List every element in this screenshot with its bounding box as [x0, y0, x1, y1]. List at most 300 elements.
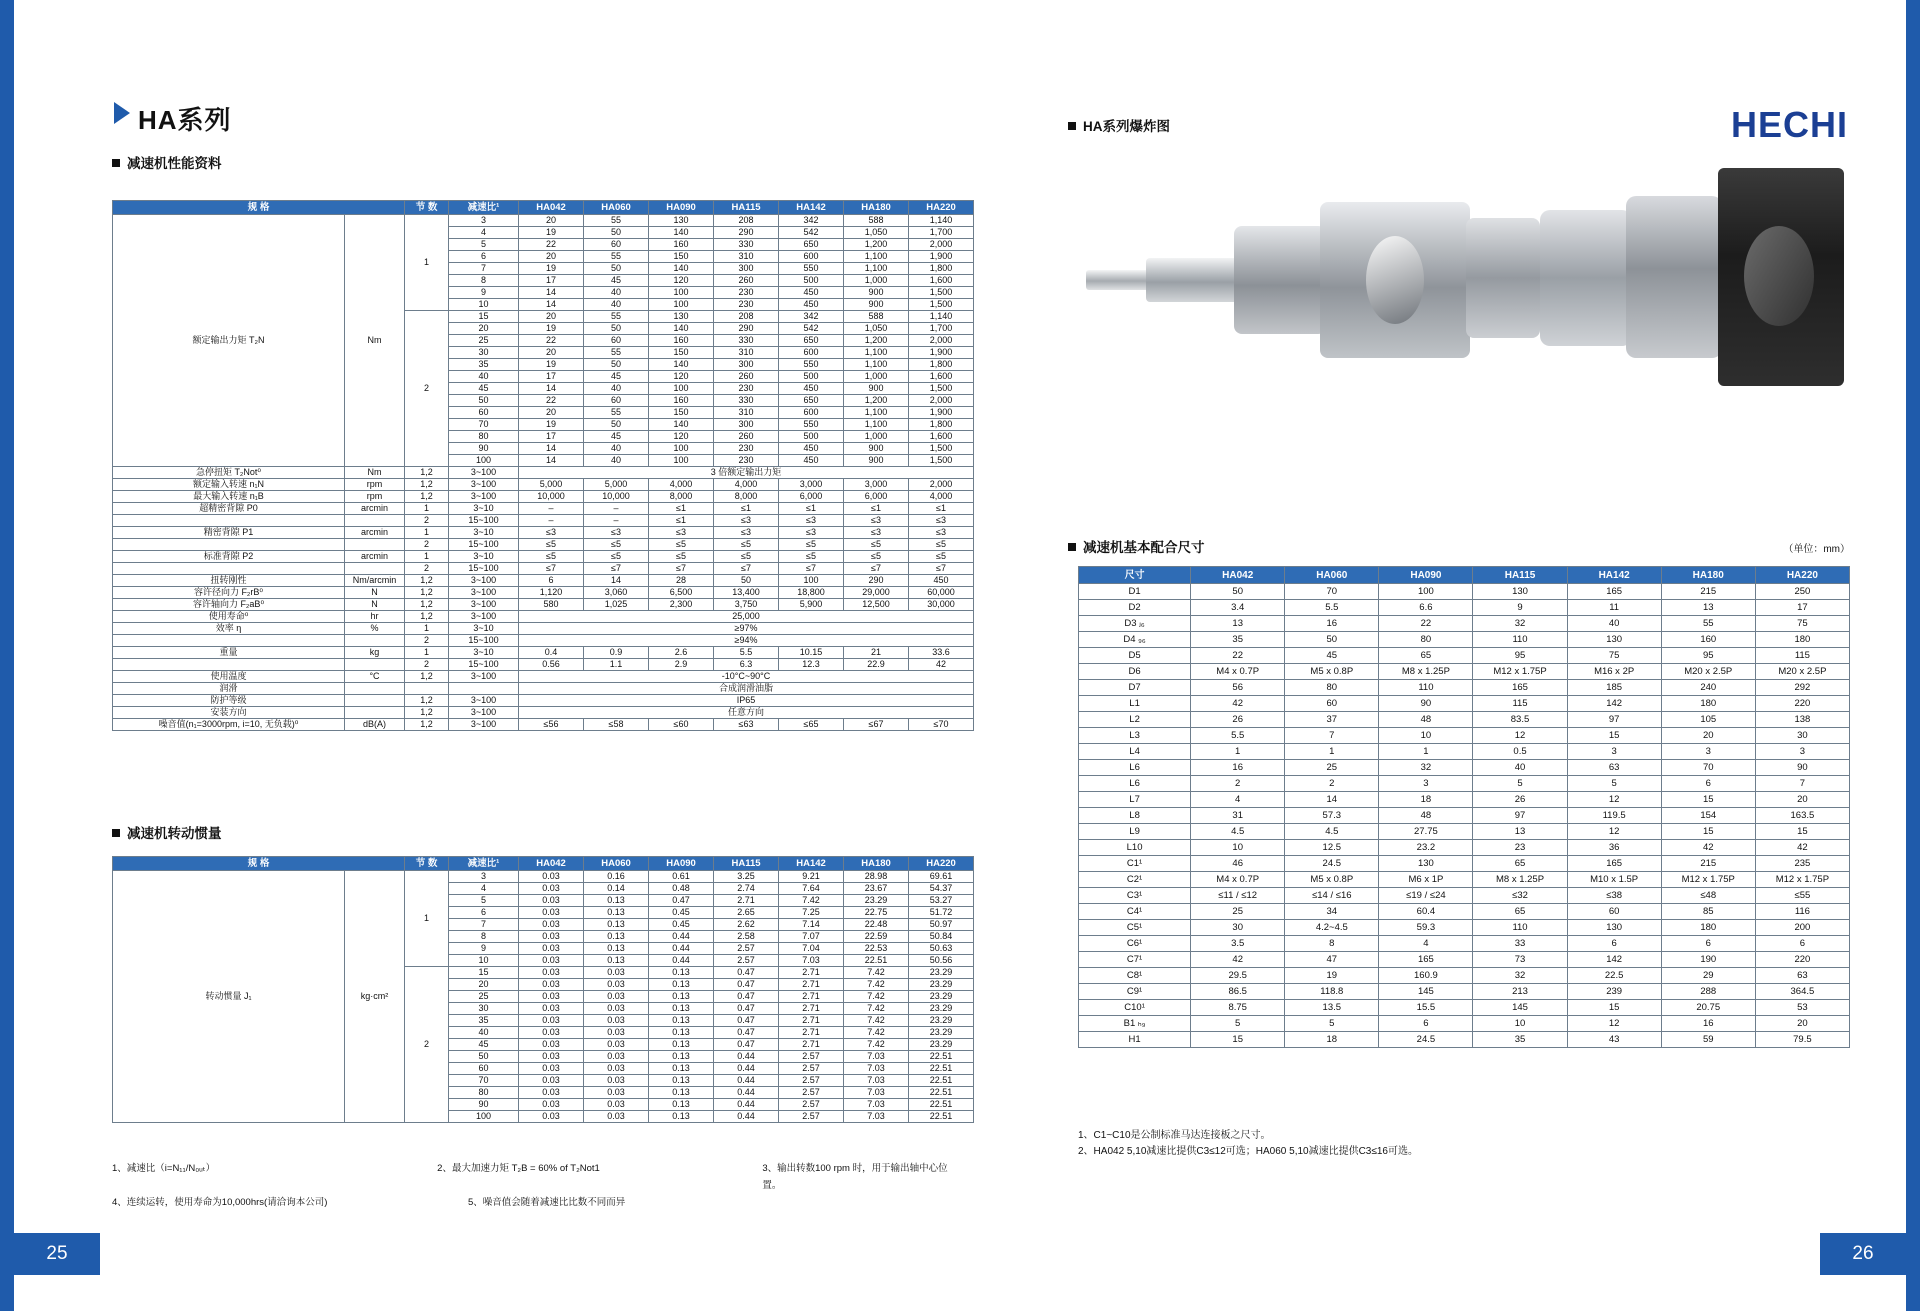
th2-model-0: HA042 [519, 857, 584, 871]
table-row [113, 719, 974, 731]
row-label: 容许径向力 F₂rB⁰ [113, 587, 345, 599]
th-model-1: HA060 [584, 201, 649, 215]
value-cell: 23.29 [909, 1027, 974, 1039]
row-label: 精密背隙 P1 [113, 527, 345, 539]
value-cell: 1,900 [909, 347, 974, 359]
table-row [113, 491, 974, 503]
dim-value-cell: 7 [1755, 776, 1849, 792]
table-row [1079, 744, 1850, 760]
value-cell: 14 [519, 287, 584, 299]
dim-value-cell: 30 [1755, 728, 1849, 744]
dim-key-cell: D2 [1079, 600, 1191, 616]
value-cell: 55 [584, 311, 649, 323]
value-cell: 22.51 [909, 1111, 974, 1123]
dim-value-cell: 70 [1285, 584, 1379, 600]
table-row [1079, 632, 1850, 648]
bullet-square-icon-4 [1068, 543, 1076, 551]
stage-cell: 1,2 [405, 587, 449, 599]
dim-key-cell: L7 [1079, 792, 1191, 808]
dim-key-cell: H1 [1079, 1032, 1191, 1048]
dim-value-cell: 16 [1661, 1016, 1755, 1032]
value-cell: 7.03 [844, 1099, 909, 1111]
value-cell: ≤3 [779, 515, 844, 527]
value-cell: 310 [714, 407, 779, 419]
th-model-5: HA180 [844, 201, 909, 215]
ratio-cell: 3~100 [449, 719, 519, 731]
dim-value-cell: 12 [1567, 824, 1661, 840]
dim-key-cell: C8¹ [1079, 968, 1191, 984]
value-cell: 4,000 [909, 491, 974, 503]
value-cell: ≤5 [649, 551, 714, 563]
dim-value-cell: M20 x 2.5P [1755, 664, 1849, 680]
dim-value-cell: 4 [1191, 792, 1285, 808]
value-cell: 1,800 [909, 359, 974, 371]
dim-key-cell: C7¹ [1079, 952, 1191, 968]
value-cell: 1,600 [909, 371, 974, 383]
ratio-cell: 15 [449, 311, 519, 323]
ratio-cell: 3~100 [449, 671, 519, 683]
dim-value-cell: 50 [1191, 584, 1285, 600]
dim-value-cell: 154 [1661, 808, 1755, 824]
dim-value-cell: 24.5 [1379, 1032, 1473, 1048]
dim-value-cell: 7 [1285, 728, 1379, 744]
value-cell: 6.3 [714, 659, 779, 671]
value-cell: 0.03 [519, 1099, 584, 1111]
table-row [113, 575, 974, 587]
value-cell: 0.03 [519, 931, 584, 943]
value-cell: 22.51 [909, 1051, 974, 1063]
value-cell: 7.04 [779, 943, 844, 955]
value-cell: 290 [844, 575, 909, 587]
dim-value-cell: 12.5 [1285, 840, 1379, 856]
dim-value-cell: 100 [1379, 584, 1473, 600]
value-cell: 19 [519, 263, 584, 275]
dim-value-cell: 165 [1567, 584, 1661, 600]
dim-value-cell: 16 [1285, 616, 1379, 632]
value-cell: 50.97 [909, 919, 974, 931]
dim-value-cell: 36 [1567, 840, 1661, 856]
value-cell: 130 [649, 311, 714, 323]
footnote-3: 3、输出转数100 rpm 时，用于输出轴中心位置。 [762, 1163, 948, 1191]
value-cell: 0.03 [584, 1075, 649, 1087]
dim-value-cell: 200 [1755, 920, 1849, 936]
value-cell: 2.9 [649, 659, 714, 671]
dim-value-cell: 4.5 [1191, 824, 1285, 840]
dim-value-cell: 142 [1567, 952, 1661, 968]
right-edge-bar [1906, 0, 1920, 1311]
ratio-cell: 3~10 [449, 527, 519, 539]
table-row [113, 623, 974, 635]
dim-key-cell: C10¹ [1079, 1000, 1191, 1016]
value-cell: 580 [519, 599, 584, 611]
value-cell: 0.03 [584, 1087, 649, 1099]
value-cell: 450 [779, 443, 844, 455]
page-number-right: 26 [1820, 1233, 1906, 1275]
value-cell: 5,900 [779, 599, 844, 611]
value-cell: 20 [519, 311, 584, 323]
value-cell: 140 [649, 227, 714, 239]
stage-cell: 1,2 [405, 479, 449, 491]
value-cell: 2.71 [779, 1003, 844, 1015]
ratio-cell: 3 [449, 871, 519, 883]
row-label: 使用寿命⁰ [113, 611, 345, 623]
ratio-cell: 80 [449, 431, 519, 443]
value-cell: 150 [649, 347, 714, 359]
value-cell: 0.45 [649, 919, 714, 931]
ratio-cell: 3~10 [449, 551, 519, 563]
value-cell: 23.29 [909, 979, 974, 991]
value-cell: 9.21 [779, 871, 844, 883]
value-cell: ≤56 [519, 719, 584, 731]
ratio-cell: 40 [449, 371, 519, 383]
value-cell: 42 [909, 659, 974, 671]
value-cell: ≤7 [649, 563, 714, 575]
table-row [1079, 824, 1850, 840]
value-cell: 10,000 [584, 491, 649, 503]
ratio-cell: 90 [449, 443, 519, 455]
table-row [1079, 872, 1850, 888]
value-cell: 2.62 [714, 919, 779, 931]
dim-value-cell: 3.5 [1191, 936, 1285, 952]
value-cell: 7.03 [844, 1051, 909, 1063]
ratio-cell: 15~100 [449, 659, 519, 671]
dim-value-cell: 8.75 [1191, 1000, 1285, 1016]
row-label: 噪音值(n₁=3000rpm, i=10, 无负载)⁰ [113, 719, 345, 731]
dim-value-cell: M4 x 0.7P [1191, 872, 1285, 888]
value-cell: 0.13 [649, 1111, 714, 1123]
row-label: 额定输入转速 n₁N [113, 479, 345, 491]
dim-key-cell: C4¹ [1079, 904, 1191, 920]
value-cell: 0.14 [584, 883, 649, 895]
value-cell: 0.13 [649, 1087, 714, 1099]
table-row [113, 215, 974, 227]
dim-value-cell: 4.5 [1285, 824, 1379, 840]
dim-value-cell: 15 [1567, 1000, 1661, 1016]
value-cell: 0.03 [519, 1111, 584, 1123]
value-cell: 2.71 [779, 991, 844, 1003]
table-row [1079, 984, 1850, 1000]
value-cell: 22.51 [844, 955, 909, 967]
exploded-view-illustration [1070, 140, 1870, 520]
value-cell: 140 [649, 263, 714, 275]
value-cell: 0.03 [519, 1075, 584, 1087]
value-cell: 1,500 [909, 443, 974, 455]
value-cell: 0.03 [584, 979, 649, 991]
value-cell: 0.13 [649, 1027, 714, 1039]
dim-value-cell: 42 [1755, 840, 1849, 856]
row-label: 标准背隙 P2 [113, 551, 345, 563]
th2-model-3: HA115 [714, 857, 779, 871]
value-cell: ≤5 [909, 539, 974, 551]
dim-value-cell: 15 [1567, 728, 1661, 744]
dim-value-cell: 185 [1567, 680, 1661, 696]
dim-value-cell: 1 [1191, 744, 1285, 760]
dim-key-cell: D4 ₉₆ [1079, 632, 1191, 648]
row-unit: rpm [345, 491, 405, 503]
value-cell: 28.98 [844, 871, 909, 883]
dim-key-cell: L6 [1079, 760, 1191, 776]
brand-logo-text: HECHI [1730, 104, 1848, 145]
value-cell: 0.03 [584, 1039, 649, 1051]
value-cell: 1,000 [844, 275, 909, 287]
value-cell: 230 [714, 455, 779, 467]
dimension-notes [1078, 1128, 1418, 1160]
dim-value-cell: 75 [1755, 616, 1849, 632]
value-cell: 7.42 [844, 1015, 909, 1027]
th3-model-1: HA060 [1285, 567, 1379, 584]
dim-value-cell: 9 [1473, 600, 1567, 616]
stage-cell: 2 [405, 563, 449, 575]
value-cell: ≤5 [714, 539, 779, 551]
stage-cell: 1,2 [405, 599, 449, 611]
value-cell: 0.13 [584, 943, 649, 955]
ratio-cell [449, 683, 519, 695]
value-cell: 0.03 [584, 967, 649, 979]
dim-value-cell: 65 [1379, 648, 1473, 664]
dim-value-cell: 10 [1473, 1016, 1567, 1032]
ratio-cell: 4 [449, 227, 519, 239]
table-row [1079, 904, 1850, 920]
th3-model-6: HA220 [1755, 567, 1849, 584]
value-cell: 542 [779, 227, 844, 239]
value-cell: 0.03 [519, 967, 584, 979]
value-cell: 0.13 [584, 931, 649, 943]
dim-value-cell: 33 [1473, 936, 1567, 952]
dim-key-cell: C6¹ [1079, 936, 1191, 952]
dim-value-cell: 27.75 [1379, 824, 1473, 840]
value-cell: 0.44 [714, 1099, 779, 1111]
value-cell: 1,200 [844, 239, 909, 251]
dim-value-cell: 18 [1379, 792, 1473, 808]
value-cell: ≤1 [649, 515, 714, 527]
value-cell: 290 [714, 227, 779, 239]
value-cell: 100 [649, 455, 714, 467]
value-cell: 28 [649, 575, 714, 587]
row-label [113, 539, 345, 551]
value-cell: 0.61 [649, 871, 714, 883]
table-header-row [113, 857, 974, 871]
value-cell: 1,800 [909, 263, 974, 275]
table-row [113, 539, 974, 551]
value-cell: 0.44 [714, 1051, 779, 1063]
dim-value-cell: 6 [1661, 776, 1755, 792]
table-row [113, 527, 974, 539]
value-cell: ≤5 [584, 539, 649, 551]
dim-value-cell: 292 [1755, 680, 1849, 696]
value-cell: 230 [714, 443, 779, 455]
dim-value-cell: 250 [1755, 584, 1849, 600]
dim-value-cell: 14 [1285, 792, 1379, 808]
value-cell: 14 [519, 455, 584, 467]
dim-key-cell: D5 [1079, 648, 1191, 664]
ratio-cell: 30 [449, 1003, 519, 1015]
value-cell: 2.57 [714, 943, 779, 955]
dim-value-cell: 239 [1567, 984, 1661, 1000]
section-title-dimensions-text: 减速机基本配合尺寸 [1083, 540, 1205, 555]
value-cell: 1,000 [844, 431, 909, 443]
value-cell: 0.13 [649, 991, 714, 1003]
dim-value-cell: M8 x 1.25P [1473, 872, 1567, 888]
value-cell: 12.3 [779, 659, 844, 671]
value-cell: ≤5 [909, 551, 974, 563]
table-row [113, 479, 974, 491]
dim-value-cell: 2 [1191, 776, 1285, 792]
value-cell-span: 3 倍额定输出力矩 [519, 467, 974, 479]
dim-value-cell: 90 [1379, 696, 1473, 712]
dim-key-cell: L9 [1079, 824, 1191, 840]
ratio-cell: 6 [449, 907, 519, 919]
value-cell: 500 [779, 275, 844, 287]
dim-value-cell: 240 [1661, 680, 1755, 696]
value-cell: 29,000 [844, 587, 909, 599]
value-cell: 18,800 [779, 587, 844, 599]
value-cell: 208 [714, 215, 779, 227]
footnotes [112, 1160, 992, 1211]
dim-value-cell: 5 [1191, 1016, 1285, 1032]
stage-cell: 1,2 [405, 575, 449, 587]
dim-key-cell: C1¹ [1079, 856, 1191, 872]
dim-value-cell: 165 [1567, 856, 1661, 872]
row-unit [345, 539, 405, 551]
th2-model-5: HA180 [844, 857, 909, 871]
value-cell: ≤7 [714, 563, 779, 575]
value-cell: 1,500 [909, 383, 974, 395]
table-row [113, 683, 974, 695]
value-cell: 22.51 [909, 1099, 974, 1111]
value-cell: 450 [779, 383, 844, 395]
value-cell: 69.61 [909, 871, 974, 883]
table-row [1079, 1016, 1850, 1032]
housing-ring-part [1540, 210, 1632, 346]
value-cell: 50 [584, 263, 649, 275]
value-cell: 3,750 [714, 599, 779, 611]
dim-value-cell: M10 x 1.5P [1567, 872, 1661, 888]
value-cell: 0.03 [519, 943, 584, 955]
ratio-cell: 5 [449, 239, 519, 251]
section-title-inertia [112, 822, 222, 842]
value-cell: 45 [584, 431, 649, 443]
dim-value-cell: 48 [1379, 808, 1473, 824]
dim-value-cell: 45 [1285, 648, 1379, 664]
dim-value-cell: 130 [1473, 584, 1567, 600]
value-cell: 23.29 [909, 1003, 974, 1015]
dim-value-cell: 22 [1379, 616, 1473, 632]
value-cell: 2.57 [779, 1087, 844, 1099]
value-cell: 20 [519, 407, 584, 419]
dim-value-cell: 6 [1379, 1016, 1473, 1032]
value-cell-span: ≥97% [519, 623, 974, 635]
value-cell: 0.03 [519, 1027, 584, 1039]
value-cell: 650 [779, 335, 844, 347]
ratio-cell: 40 [449, 1027, 519, 1039]
value-cell: 100 [649, 299, 714, 311]
dim-value-cell: 220 [1755, 696, 1849, 712]
value-cell: 2.58 [714, 931, 779, 943]
row-unit: arcmin [345, 527, 405, 539]
value-cell: ≤1 [649, 503, 714, 515]
value-cell: ≤5 [844, 539, 909, 551]
value-cell: 0.4 [519, 647, 584, 659]
value-cell: ≤1 [714, 503, 779, 515]
dim-value-cell: 10 [1379, 728, 1473, 744]
value-cell: ≤67 [844, 719, 909, 731]
dim-value-cell: 130 [1567, 920, 1661, 936]
ratio-cell: 45 [449, 383, 519, 395]
table-row [113, 647, 974, 659]
value-cell: 13,400 [714, 587, 779, 599]
value-cell: 8,000 [649, 491, 714, 503]
value-cell: 542 [779, 323, 844, 335]
dim-value-cell: 13 [1191, 616, 1285, 632]
value-cell: 5,000 [519, 479, 584, 491]
ratio-cell: 3~100 [449, 491, 519, 503]
stage-cell: 2 [405, 635, 449, 647]
row-unit: hr [345, 611, 405, 623]
value-cell: 1,100 [844, 419, 909, 431]
section-title-performance-text: 减速机性能资料 [127, 156, 222, 171]
value-cell: 0.03 [584, 1111, 649, 1123]
value-cell: 1,100 [844, 359, 909, 371]
dim-value-cell: 8 [1285, 936, 1379, 952]
th-ratio-2: 减速比¹ [449, 857, 519, 871]
value-cell: 300 [714, 263, 779, 275]
ratio-cell: 25 [449, 991, 519, 1003]
dim-value-cell: 288 [1661, 984, 1755, 1000]
row-label: 润滑 [113, 683, 345, 695]
value-cell: 1,100 [844, 251, 909, 263]
dim-key-cell: D7 [1079, 680, 1191, 696]
ratio-cell: 8 [449, 275, 519, 287]
value-cell: 0.03 [519, 919, 584, 931]
dim-value-cell: 12 [1473, 728, 1567, 744]
dim-value-cell: M5 x 0.8P [1285, 872, 1379, 888]
ratio-cell: 90 [449, 1099, 519, 1111]
value-cell: 1,800 [909, 419, 974, 431]
ratio-cell: 45 [449, 1039, 519, 1051]
value-cell: 1,120 [519, 587, 584, 599]
value-cell: 7.64 [779, 883, 844, 895]
value-cell: 23.29 [909, 1039, 974, 1051]
row-unit: N [345, 587, 405, 599]
value-cell: 1,700 [909, 323, 974, 335]
dim-value-cell: 40 [1473, 760, 1567, 776]
ratio-cell: 35 [449, 1015, 519, 1027]
dim-value-cell: 31 [1191, 808, 1285, 824]
value-cell: 12,500 [844, 599, 909, 611]
stage-cell: 1 [405, 551, 449, 563]
value-cell: 2.57 [779, 1099, 844, 1111]
value-cell: 0.03 [519, 1051, 584, 1063]
bullet-square-icon-3 [1068, 122, 1076, 130]
dim-key-cell: C3¹ [1079, 888, 1191, 904]
dim-value-cell: 46 [1191, 856, 1285, 872]
value-cell: 0.03 [519, 1003, 584, 1015]
section-title-exploded [1068, 115, 1170, 135]
th2-model-2: HA090 [649, 857, 714, 871]
dim-value-cell: 115 [1755, 648, 1849, 664]
value-cell: 5.5 [714, 647, 779, 659]
table-row [1079, 760, 1850, 776]
value-cell: 0.03 [584, 1003, 649, 1015]
dim-value-cell: 16 [1191, 760, 1285, 776]
table-row [113, 659, 974, 671]
stage-cell: 1,2 [405, 671, 449, 683]
dim-value-cell: 15 [1191, 1032, 1285, 1048]
value-cell: 900 [844, 443, 909, 455]
ratio-cell: 70 [449, 419, 519, 431]
value-cell: 900 [844, 455, 909, 467]
dim-value-cell: 6 [1567, 936, 1661, 952]
